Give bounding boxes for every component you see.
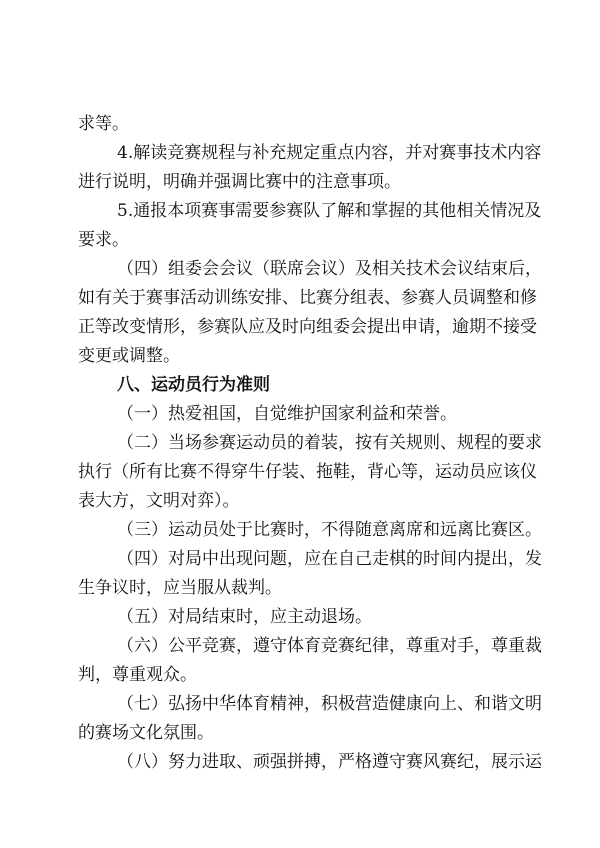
text-line-15: （三）运动员处于比赛时，不得随意离席和远离比赛区。 — [117, 520, 542, 540]
text-line-9: 变更或调整。 — [78, 346, 180, 366]
text-line-23: （八）努力进取、顽强拼搏，严格遵守赛风赛纪，展示运 — [117, 752, 542, 772]
text-line-22: 的赛场文化氛围。 — [78, 723, 214, 743]
text-line-17: 生争议时，应当服从裁判。 — [78, 578, 282, 598]
text-line-2: 4.解读竞赛规程与补充规定重点内容，并对赛事技术内容 — [117, 143, 542, 163]
section-heading: 八、运动员行为准则 — [117, 375, 270, 395]
text-line-6: （四）组委会会议（联席会议）及相关技术会议结束后， — [117, 259, 542, 279]
text-line-5: 要求。 — [78, 230, 129, 250]
text-line-18: （五）对局结束时，应主动退场。 — [117, 607, 372, 627]
text-line-19: （六）公平竞赛，遵守体育竞赛纪律，尊重对手，尊重裁 — [117, 636, 542, 656]
text-line-16: （四）对局中出现问题，应在自己走棋的时间内提出，发 — [117, 549, 542, 569]
text-line-12: （二）当场参赛运动员的着装，按有关规则、规程的要求 — [117, 433, 542, 453]
text-line-4: 5.通报本项赛事需要参赛队了解和掌握的其他相关情况及 — [117, 201, 542, 221]
text-line-14: 表大方，文明对弈）。 — [78, 491, 240, 511]
text-line-3: 进行说明，明确并强调比赛中的注意事项。 — [78, 172, 401, 192]
text-line-20: 判，尊重观众。 — [78, 665, 197, 685]
text-line-21: （七）弘扬中华体育精神，积极营造健康向上、和谐文明 — [117, 694, 542, 714]
text-line-13: 执行（所有比赛不得穿牛仔装、拖鞋，背心等，运动员应该仪 — [78, 462, 537, 482]
text-line-1: 求等。 — [78, 114, 129, 134]
text-line-7: 如有关于赛事活动训练安排、比赛分组表、参赛人员调整和修 — [78, 288, 537, 308]
text-line-8: 正等改变情形，参赛队应及时向组委会提出申请，逾期不接受 — [78, 317, 537, 337]
text-line-11: （一）热爱祖国，自觉维护国家利益和荣誉。 — [117, 404, 457, 424]
